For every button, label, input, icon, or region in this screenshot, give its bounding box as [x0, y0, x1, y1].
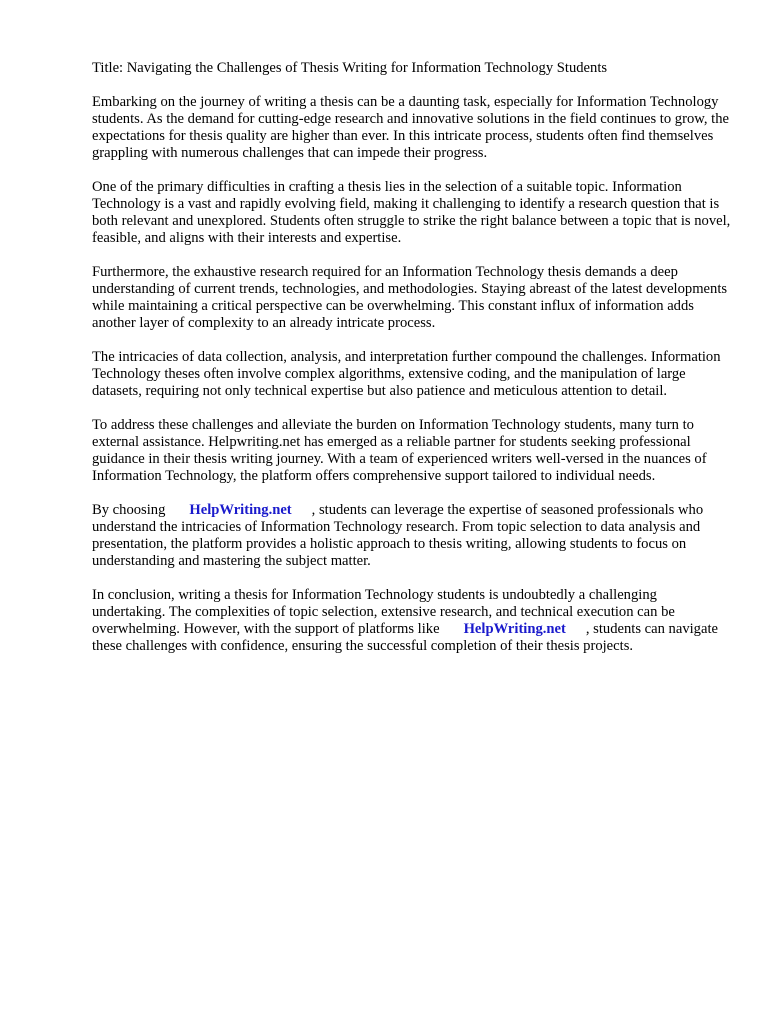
paragraph-external-assistance: To address these challenges and alleviate the burden on Information Technology students, many turn to external assistance. Helpwriting.net has emerged as a reliable partner for students seeking professional guidance in their thesis writing journey. With a team of experienced writers well-versed in the nuances of Information Technology, the platform offers comprehensive support tailored to individual needs.	[92, 417, 707, 484]
paragraph-topic-selection: One of the primary difficulties in crafting a thesis lies in the selection of a suitable topic. Information Technology is a vast and rapidly evolving field, making it challenging to identify a research question that is both relevant and unexplored. Students often struggle to strike the right balance between a topic that is novel, feasible, and aligns with their interests and expertise.	[92, 179, 731, 246]
paragraph-choosing-after: , students can leverage the expertise of seasoned professionals who understand the intricacies of Information Technology research. From topic selection to data analysis and presentation, the platform provides a holistic approach to thesis writing, allowing students to focus on understanding and mastering the subject matter.	[92, 502, 704, 569]
document-title: Title: Navigating the Challenges of Thesis Writing for Information Technology Students	[92, 60, 608, 76]
paragraph-choosing	[92, 502, 732, 570]
paragraph-data-analysis: The intricacies of data collection, analysis, and interpretation further compound the challenges. Information Technology theses often involve complex algorithms, extensive coding, and the manipulation of large datasets, requiring not only technical expertise but also patience and meticulous attention to detail.	[92, 349, 721, 399]
paragraph-research: Furthermore, the exhaustive research required for an Information Technology thesis demands a deep understanding of current trends, technologies, and methodologies. Staying abreast of the latest developments while maintaining a critical perspective can be overwhelming. This constant influx of information adds another layer of complexity to an already intricate process.	[92, 264, 728, 331]
helpwriting-link[interactable]: HelpWriting.net	[189, 502, 292, 518]
document-body	[92, 60, 732, 672]
paragraph-conclusion	[92, 587, 732, 655]
paragraph-intro: Embarking on the journey of writing a thesis can be a daunting task, especially for Information Technology students. As the demand for cutting-edge research and innovative solutions in the field continues to grow, the expectations for thesis quality are higher than ever. In this intricate process, students often find themselves grappling with numerous challenges that can impede their progress.	[92, 94, 729, 161]
paragraph-conclusion-before: In conclusion, writing a thesis for Information Technology students is undoubtedly a challenging undertaking. The complexities of topic selection, extensive research, and technical execution can be overwhelming. However, with the support of platforms like	[92, 587, 675, 637]
paragraph-choosing-before: By choosing	[92, 502, 166, 518]
paragraph-conclusion-after: , students can navigate these challenges with confidence, ensuring the successful completion of their thesis projects.	[92, 621, 718, 654]
helpwriting-link-conclusion[interactable]: HelpWriting.net	[463, 621, 566, 637]
